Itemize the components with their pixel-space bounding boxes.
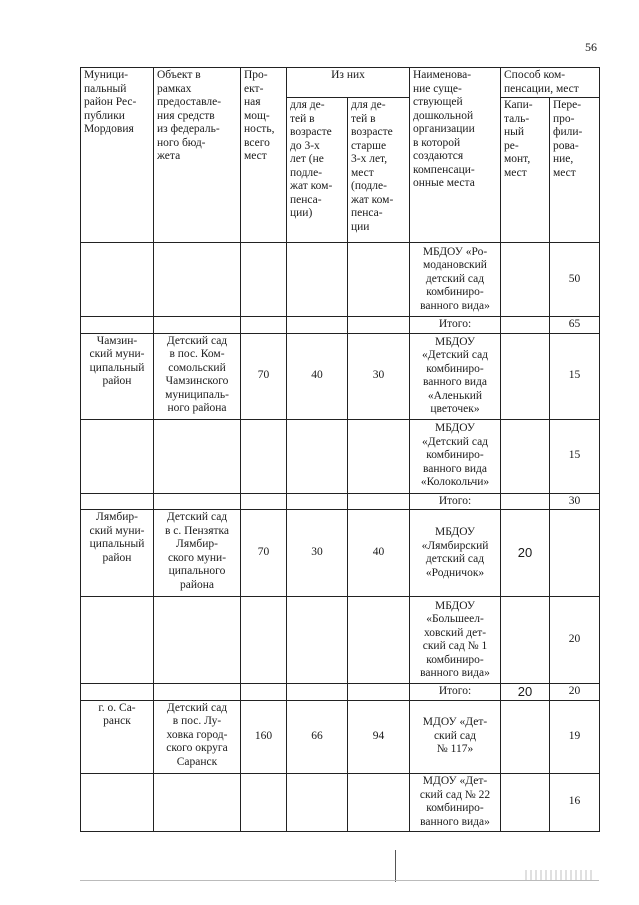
table-row: [81, 597, 600, 684]
reprofile-cell: 15: [550, 333, 600, 419]
object-cell: Детский сад в пос. Ком- сомольский Чамзинского муниципаль- ного района: [154, 333, 241, 419]
header-object: Объект в рамках предоставле- ния средств из федераль- ного бюд- жета: [154, 68, 241, 243]
over3-cell: 40: [348, 510, 410, 597]
organization-cell: МБДОУ «Большеел- ховский дет- ский сад № 1 комбиниро- ванного вида»: [410, 597, 501, 684]
repair-cell: 20: [501, 684, 550, 701]
reprofile-cell: 20: [550, 597, 600, 684]
page-number: 56: [585, 40, 597, 54]
table-row: [81, 510, 600, 597]
table-row: [81, 419, 600, 493]
header-over3: для де- тей в возрасте старше 3-х лет, мест (подле- жат ком- пенса- ции: [348, 98, 410, 243]
reprofile-cell: 30: [550, 493, 600, 510]
reprofile-cell: 19: [550, 700, 600, 773]
table-row: [81, 333, 600, 419]
over3-cell: 94: [348, 700, 410, 773]
compensation-places-table: [80, 67, 600, 832]
district-cell: Чамзин- ский муни- ципальный район: [81, 333, 154, 419]
total-label: Итого:: [410, 684, 501, 701]
header-capacity: Про- ект- ная мощ- ность, всего мест: [241, 68, 287, 243]
total-row: [81, 684, 600, 701]
total-row: [81, 317, 600, 334]
district-cell: Лямбир- ский муни- ципальный район: [81, 510, 154, 597]
header-organization: Наименова- ние суще- ствующей дошкольной организации в которой создаются компенсаци- онные места: [410, 68, 501, 243]
total-label: Итого:: [410, 317, 501, 334]
organization-cell: МДОУ «Дет- ский сад № 117»: [410, 700, 501, 773]
total-label: Итого:: [410, 493, 501, 510]
under3-cell: 30: [287, 510, 348, 597]
object-cell: Детский сад в пос. Лу- ховка город- ского округа Саранск: [154, 700, 241, 773]
header-repair: Капи- таль- ный ре- монт, мест: [501, 98, 550, 243]
total-row: [81, 493, 600, 510]
capacity-cell: 70: [241, 333, 287, 419]
header-reprofile: Пере- про- фили- рова- ние, мест: [550, 98, 600, 243]
repair-cell: 20: [501, 510, 550, 597]
organization-cell: МБДОУ «Ро- модановский детский сад комбиниро- ванного вида»: [410, 243, 501, 317]
reprofile-cell: 15: [550, 419, 600, 493]
organization-cell: МБДОУ «Детский сад комбиниро- ванного вида «Колокольчи»: [410, 419, 501, 493]
reprofile-cell: 16: [550, 773, 600, 831]
header-method: Способ ком- пенсации, мест: [501, 68, 600, 98]
reprofile-cell: 20: [550, 684, 600, 701]
under3-cell: 40: [287, 333, 348, 419]
header-under3: для де- тей в возрасте до 3-х лет (не подле- жат ком- пенса- ции): [287, 98, 348, 243]
table-row: [81, 773, 600, 831]
over3-cell: 30: [348, 333, 410, 419]
organization-cell: МБДОУ «Лямбирский детский сад «Родничок»: [410, 510, 501, 597]
capacity-cell: 70: [241, 510, 287, 597]
object-cell: Детский сад в с. Пензятка Лямбир- ского муни- ципального района: [154, 510, 241, 597]
scan-mark: [395, 850, 396, 882]
table-row: [81, 243, 600, 317]
under3-cell: 66: [287, 700, 348, 773]
header-of-them: Из них: [287, 68, 410, 98]
organization-cell: МДОУ «Дет- ский сад № 22 комбиниро- ванного вида»: [410, 773, 501, 831]
capacity-cell: 160: [241, 700, 287, 773]
table-row: [81, 700, 600, 773]
scan-artifact: [525, 870, 595, 880]
footer-line: [80, 880, 599, 881]
reprofile-cell: 50: [550, 243, 600, 317]
reprofile-cell: 65: [550, 317, 600, 334]
header-municipality: Муници- пальный район Рес- публики Мордовия: [81, 68, 154, 243]
organization-cell: МБДОУ «Детский сад комбиниро- ванного вида «Аленький цветочек»: [410, 333, 501, 419]
district-cell: г. о. Са- ранск: [81, 700, 154, 773]
